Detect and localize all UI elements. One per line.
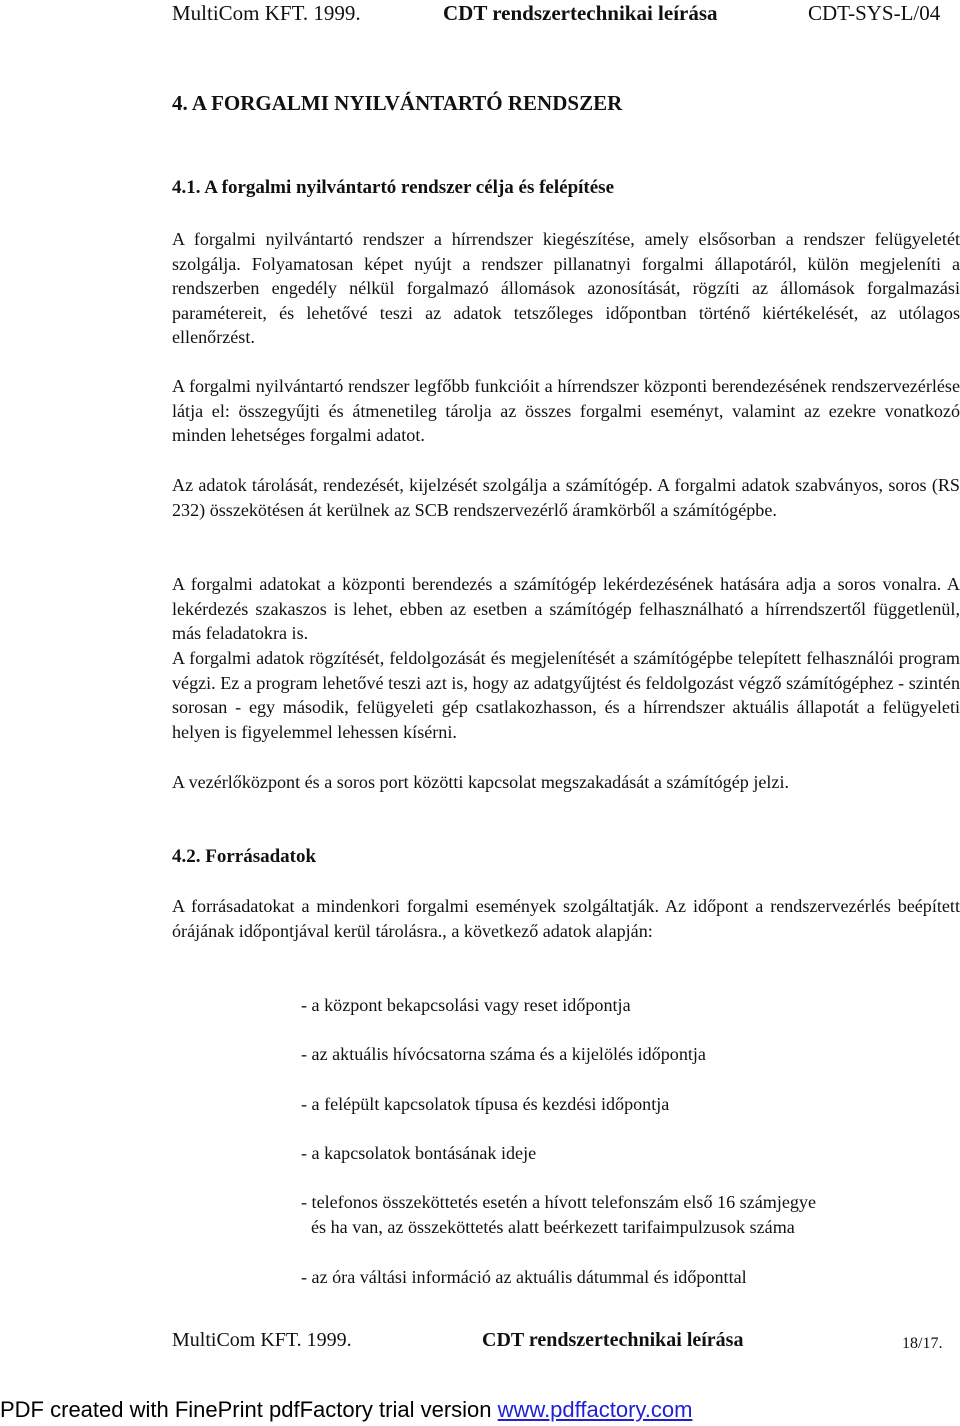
list-item-continuation: és ha van, az összeköttetés alatt beérkezett tarifaimpulzusok száma <box>311 1217 795 1237</box>
header-right: CDT-SYS-L/04 <box>808 1 941 25</box>
paragraph-2: A forgalmi nyilvántartó rendszer legfőbb funkcióit a hírrendszer központi berendezésének rendszervezérlése látja el: összegyűjti és átmenetileg tárolja az összes forgalmi eseményt, valamint az ezekre vonatkozó minden lehetséges forgalmi adatot. <box>172 376 960 446</box>
pdf-banner <box>0 1397 692 1423</box>
list-item: - az aktuális hívócsatorna száma és a kijelölés időpontja <box>301 1044 706 1064</box>
list-item: - a kapcsolatok bontásának ideje <box>301 1143 537 1163</box>
footer-left: MultiCom KFT. 1999. <box>172 1329 352 1351</box>
list-item: - telefonos összeköttetés esetén a hívott telefonszám első 16 számjegye <box>301 1192 817 1212</box>
banner-link[interactable]: www.pdffactory.com <box>497 1397 693 1422</box>
paragraph-6: A vezérlőközpont és a soros port közötti kapcsolat megszakadását a számítógép jelzi. <box>172 772 789 792</box>
banner-text: PDF created with FinePrint pdfFactory trial version <box>0 1397 498 1422</box>
footer-center: CDT rendszertechnikai leírása <box>482 1329 744 1351</box>
list-item: - a felépült kapcsolatok típusa és kezdési időpontja <box>301 1094 670 1114</box>
paragraph-7: A forrásadatokat a mindenkori forgalmi események szolgáltatják. Az időpont a rendszervezérlés beépített órájának időpontjával kerül tárolásra., a következő adatok alapján: <box>172 896 960 941</box>
section-title: 4. A FORGALMI NYILVÁNTARTÓ RENDSZER <box>172 91 623 115</box>
list-item: - az óra váltási információ az aktuális dátummal és időponttal <box>301 1267 747 1287</box>
list-item: - a központ bekapcsolási vagy reset időpontja <box>301 995 631 1015</box>
page-number: 18/17. <box>902 1335 943 1352</box>
header-center: CDT rendszertechnikai leírása <box>443 1 718 25</box>
paragraph-5: A forgalmi adatok rögzítését, feldolgozását és megjelenítését a számítógépbe telepített felhasználói program végzi. Ez a program lehetővé teszi azt is, hogy az adatgyűjtést és feldolgozást végző számítógéphez - szintén sorosan - egy második, felügyeleti gép csatlakozhasson, és a hírrendszer aktuális állapotát a felügyeleti helyen is figyelemmel lehessen kísérni. <box>172 648 960 742</box>
subsection-title-4-1: 4.1. A forgalmi nyilvántartó rendszer célja és felépítése <box>172 177 615 198</box>
subsection-title-4-2: 4.2. Forrásadatok <box>172 846 317 867</box>
paragraph-4: A forgalmi adatokat a központi berendezés a számítógép lekérdezésének hatására adja a soros vonalra. A lekérdezés szakaszos is lehet, ebben az esetben a számítógép felhasználható a hírrendszertől függetlenül, más feladatokra is. <box>172 574 960 644</box>
paragraph-3: Az adatok tárolását, rendezését, kijelzését szolgálja a számítógép. A forgalmi adatok szabványos, soros (RS 232) összekötésen át kerülnek az SCB rendszervezérlő áramkörből a számítógépbe. <box>172 475 960 520</box>
header-left: MultiCom KFT. 1999. <box>172 1 361 25</box>
paragraph-1: A forgalmi nyilvántartó rendszer a hírrendszer kiegészítése, amely elsősorban a rendszer felügyeletét szolgálja. Folyamatosan képet nyújt a rendszer pillanatnyi forgalmi állapotáról, külön megjeleníti a rendszerben engedély nélkül forgalmazó állomások azonosítását, rögzíti az állomások forgalmazási paramétereit, és lehetővé teszi az adatok tetszőleges időpontban történő kiértékelését, az utólagos ellenőrzést. <box>172 229 960 348</box>
